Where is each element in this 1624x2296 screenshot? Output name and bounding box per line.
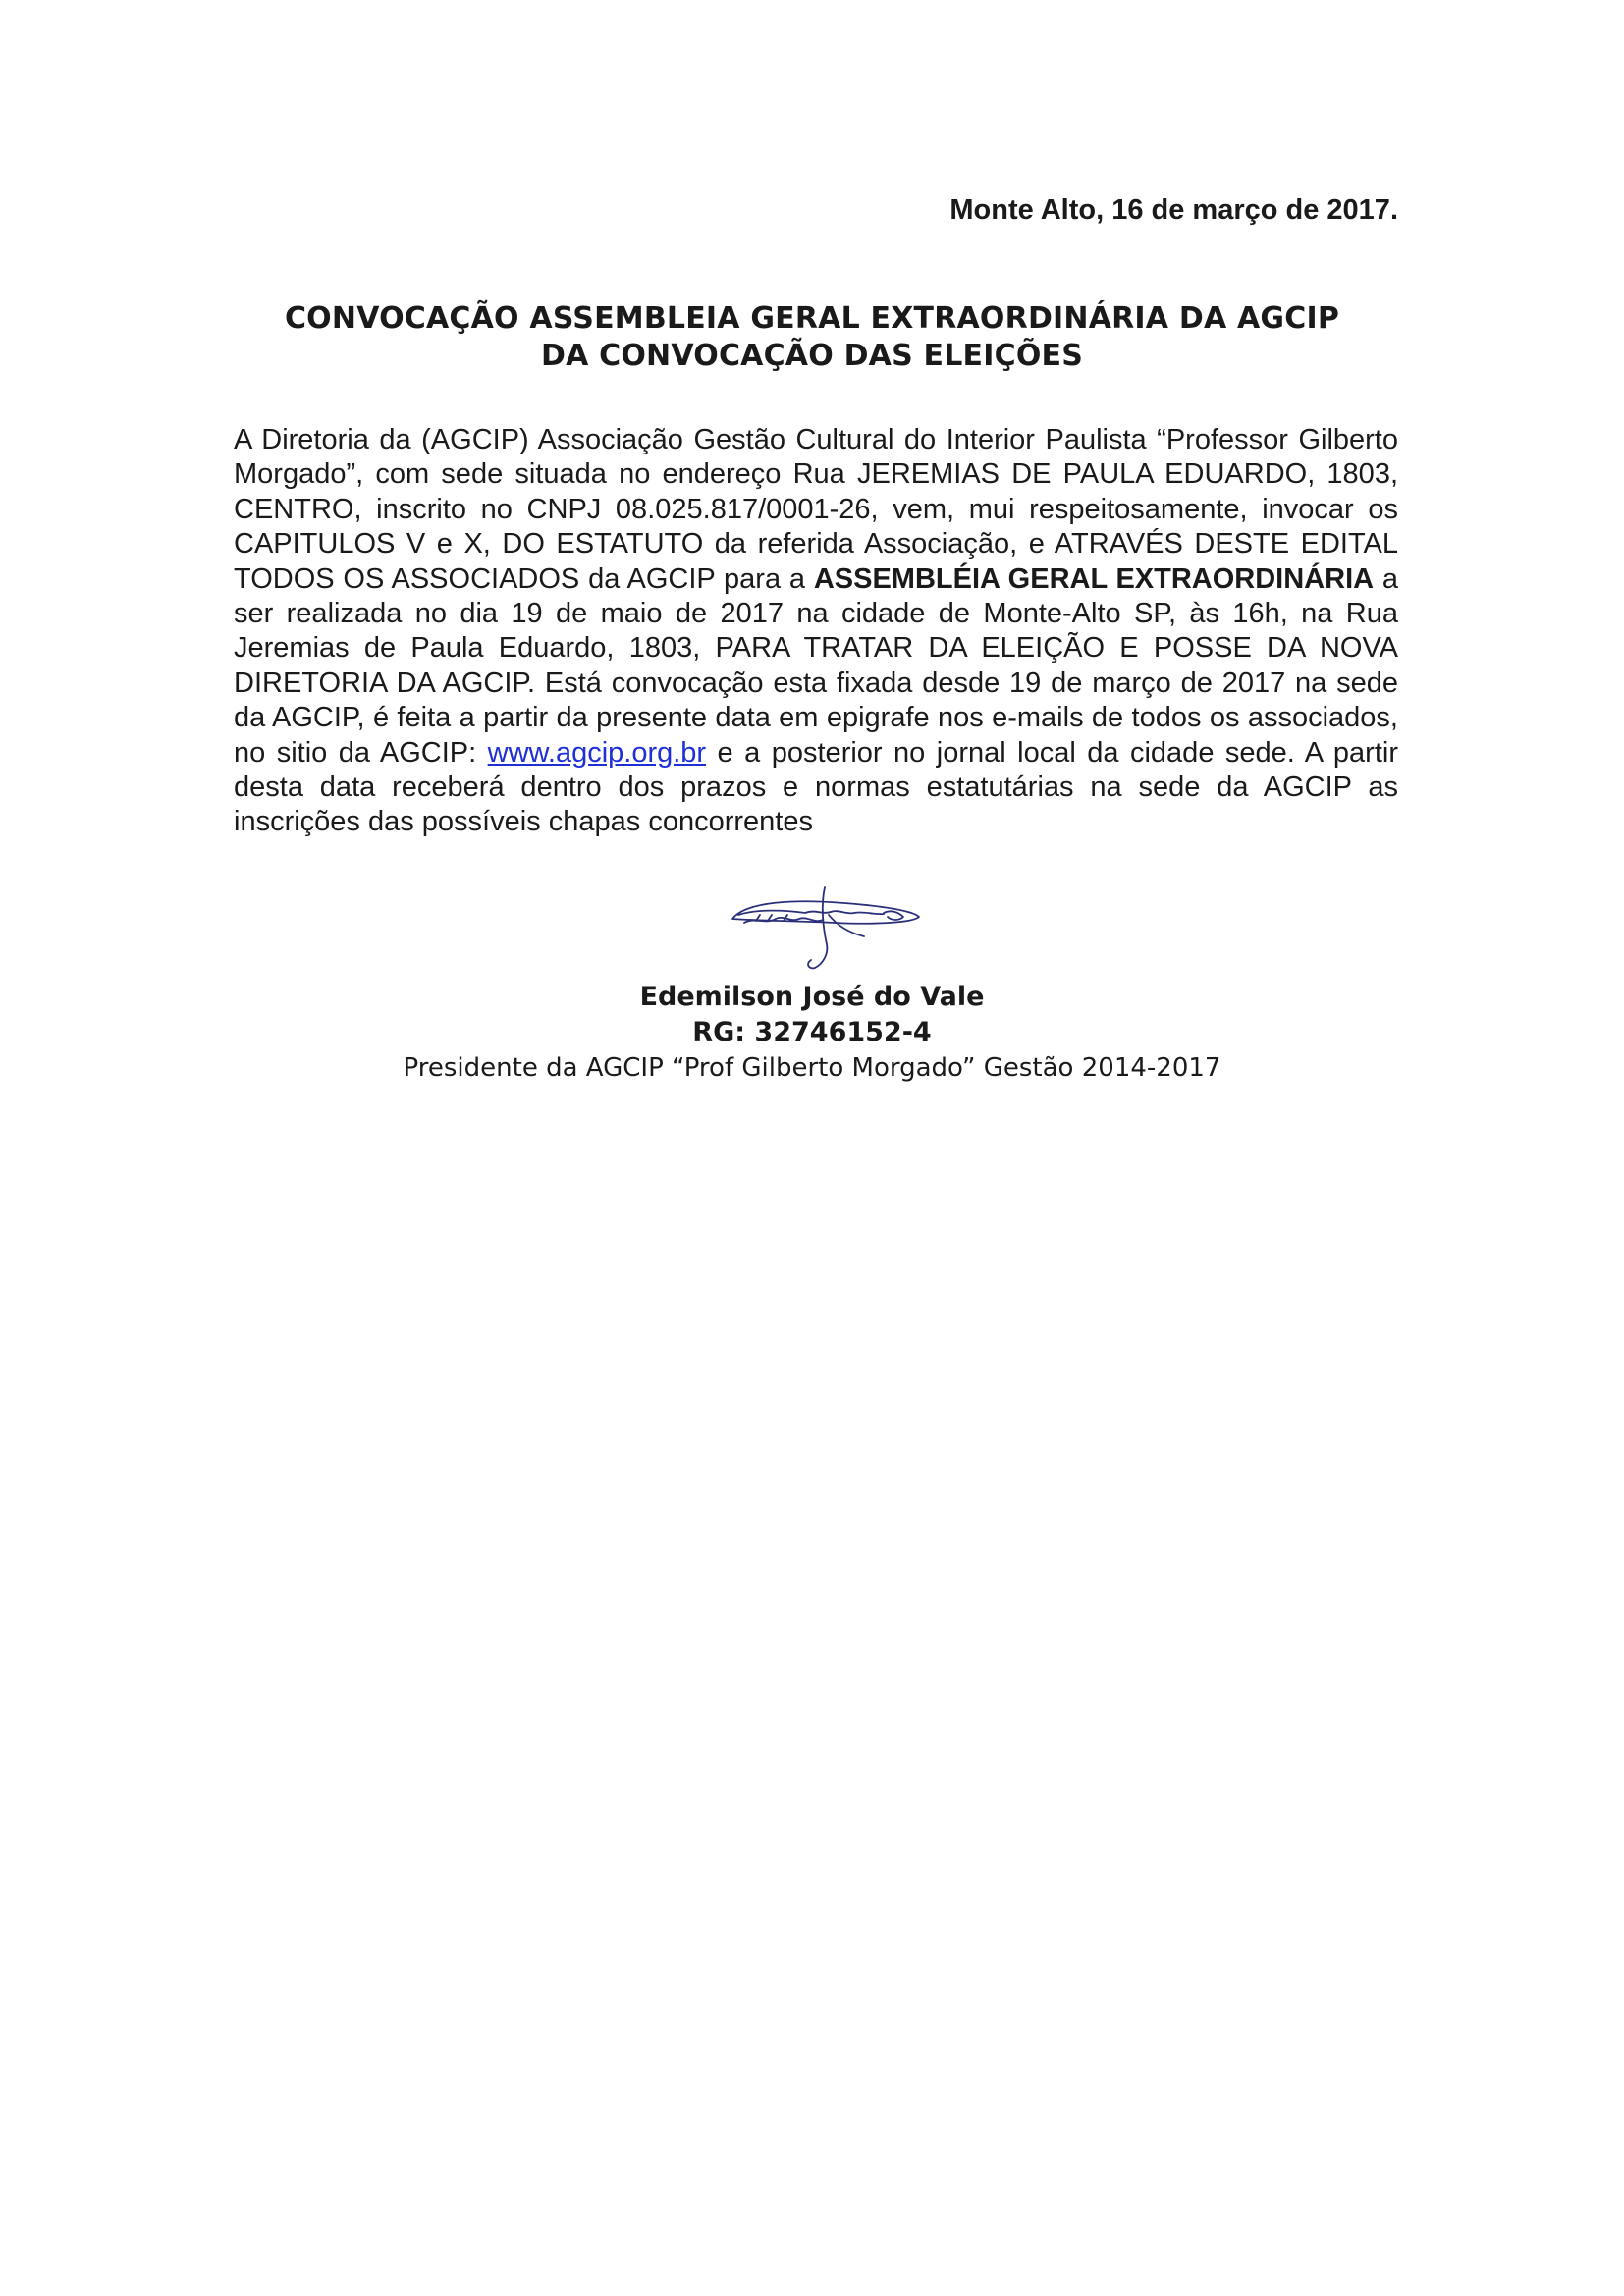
handwritten-signature	[727, 880, 923, 978]
signature-block	[0, 980, 1624, 1086]
body-text-part-2: a ser realizada no dia 19 de maio de 2017 na cidade de Monte-Alto SP, às 16h, na Rua Jeremias de Paula Eduardo, 1803, PARA TRATAR DA ELEIÇÃO E POSSE DA NOVA DIRETORIA DA AGCIP. Está convocação esta fixada desde 19 de março de 2017 na sede da AGCIP, é feita a partir da presente data em epigrafe nos e-mails de todos os associados, no sitio da AGCIP:	[234, 562, 1399, 769]
signatory-name: Edemilson José do Vale	[639, 982, 985, 1012]
body-bold-phrase: ASSEMBLÉIA GERAL EXTRAORDINÁRIA	[813, 562, 1375, 595]
signatory-role: Presidente da AGCIP “Prof Gilberto Morgado” Gestão 2014-2017	[403, 1053, 1221, 1083]
website-link[interactable]: www.agcip.org.br	[487, 736, 707, 769]
title-line-1: CONVOCAÇÃO ASSEMBLEIA GERAL EXTRAORDINÁRIA DA AGCIP	[284, 301, 1340, 336]
title-line-2: DA CONVOCAÇÃO DAS ELEIÇÕES	[540, 339, 1084, 373]
signatory-rg: RG: 32746152-4	[692, 1017, 932, 1047]
body-paragraph	[234, 423, 1398, 840]
date-line: Monte Alto, 16 de março de 2017.	[949, 194, 1398, 226]
body-text-part-3: e a posterior no jornal local da cidade sede. A partir desta data receberá dentro dos prazos e normas estatutárias na sede da AGCIP as inscrições das possíveis chapas concorrentes	[234, 736, 1398, 838]
body-text-part-1: A Diretoria da (AGCIP) Associação Gestão Cultural do Interior Paulista “Professor Gilberto Morgado”, com sede situada no endereço Rua JEREMIAS DE PAULA EDUARDO, 1803, CENTRO, inscrito no CNPJ 08.025.817/0001-26, vem, mui respeitosamente, invocar os CAPITULOS V e X, DO ESTATUTO da referida Associação, e ATRAVÉS DESTE EDITAL TODOS OS ASSOCIADOS da AGCIP para a	[234, 424, 1398, 595]
document-title	[0, 300, 1624, 375]
